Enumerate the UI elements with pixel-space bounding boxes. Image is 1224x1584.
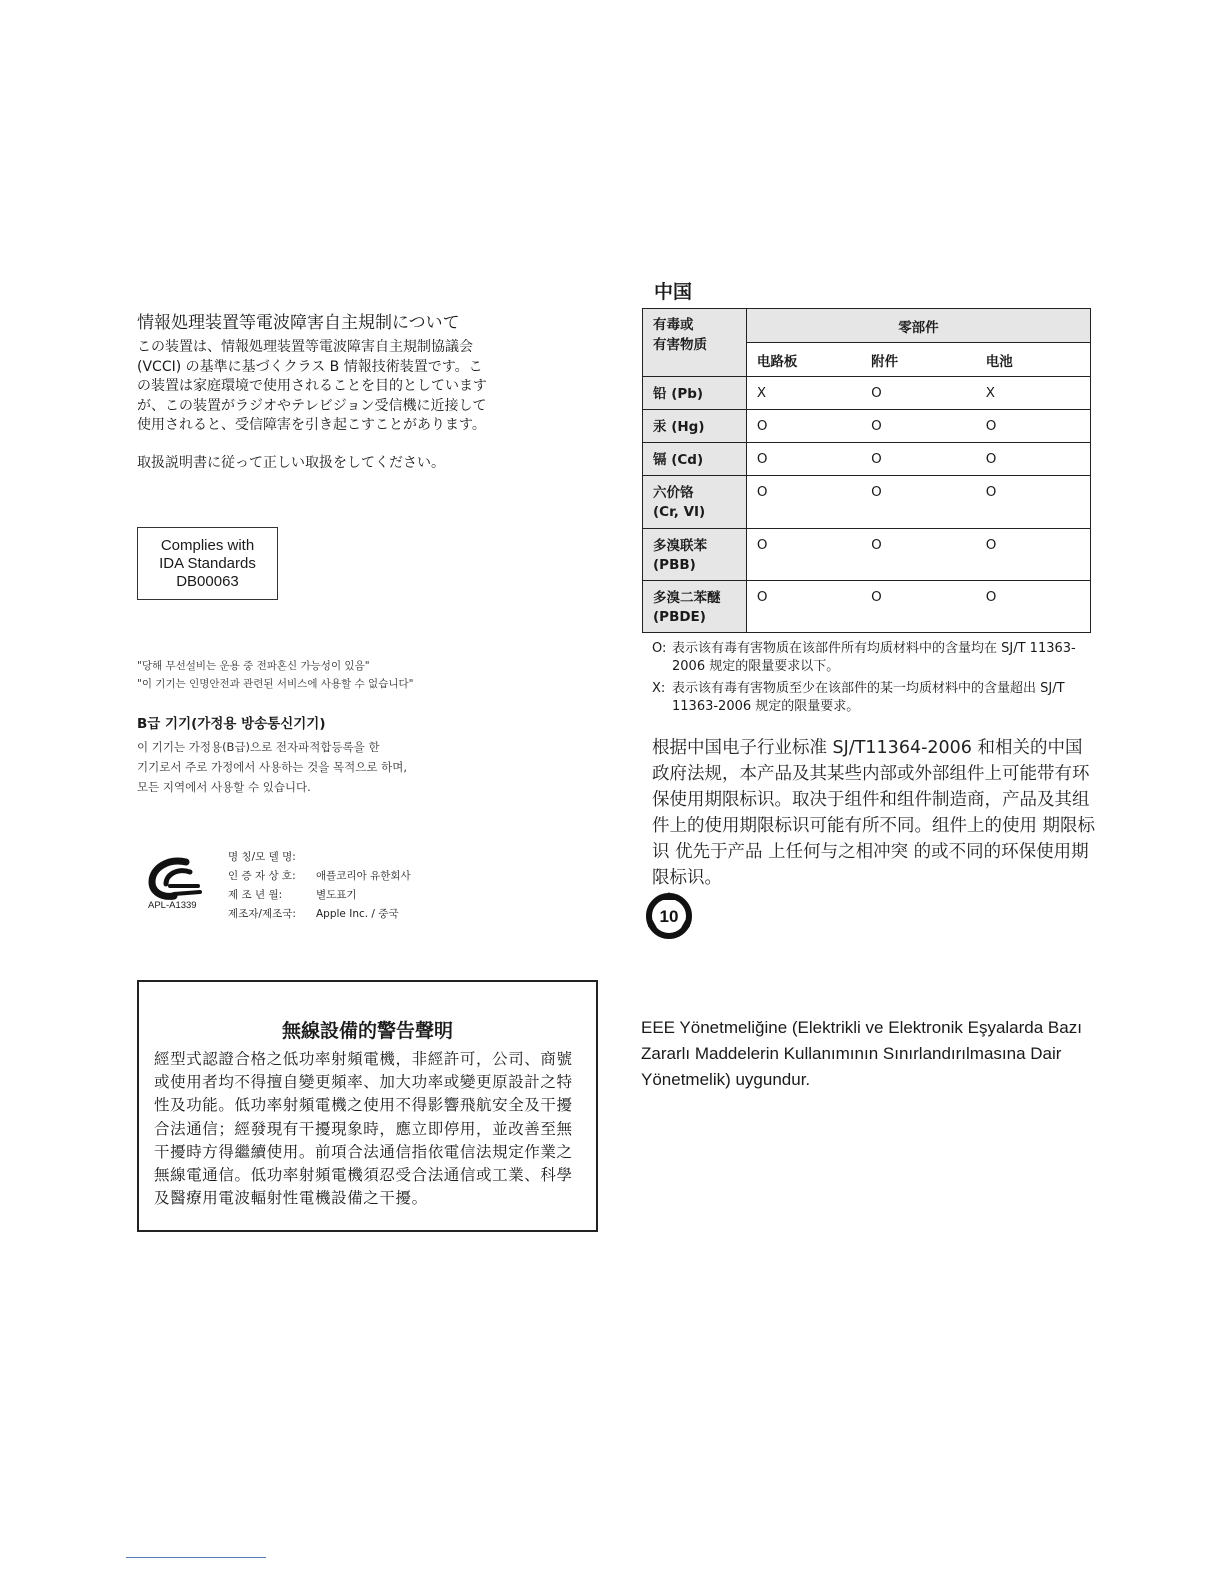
taiwan-warning-body: 經型式認證合格之低功率射頻電機，非經許可，公司、商號或使用者均不得擅自變更頻率、加大功率或變更原設計之特性及功能。低功率射頻電機之使用不得影響飛航安全及干擾合法通信；經發現有干擾現象時，應立即停用，並改善至無干擾時方得繼續使用。前項合法通信指依電信法規定作業之無線電通信。低功率射頻電機須忍受合法通信或工業、科學及醫療用電波輻射性電機設備之干擾。 — [154, 1050, 573, 1208]
taiwan-warning-box — [137, 980, 598, 1232]
kc-cert-code: APL-A1339 — [148, 900, 197, 911]
korea-quote-1: "당해 무선설비는 운용 중 전파혼신 가능성이 있음" — [137, 660, 370, 672]
note-x — [652, 680, 1092, 716]
rohs-table — [642, 308, 1091, 633]
cert-row-name — [228, 848, 411, 867]
battery-header: 电池 — [976, 343, 1091, 377]
parts-header: 零部件 — [746, 309, 1090, 343]
efup-recycle-icon — [642, 891, 696, 941]
table-row — [643, 377, 1091, 410]
china-efup-paragraph: 根据中国电子行业标准 SJ/T11364-2006 和相关的中国政府法规，本产品及其某些内部或外部组件上可能带有环保使用期限标识。取决于组件和组件制造商，产品及其组件上的使用期限标识可能有所不同。组件上的使用 期限标识 优先于产品 上任何与之相冲突 的或不同的环保使用期限标识。 — [652, 738, 1096, 888]
note-o — [652, 640, 1092, 676]
table-header-row — [643, 309, 1091, 343]
pcb-value: X — [746, 377, 861, 410]
ida-line-3: DB00063 — [176, 572, 239, 590]
note-x-text: 表示该有毒有害物质至少在该部件的某一均质材料中的含量超出 SJ/T 11363-2006 规定的限量要求。 — [672, 681, 1065, 714]
cert-value: 애플코리아 유한회사 — [316, 870, 411, 882]
substance-name-main: 六价铬 — [653, 485, 694, 501]
substance-name-sub: (PBB) — [653, 557, 696, 573]
accessory-value: O — [861, 410, 976, 443]
taiwan-warning-title: 無線設備的警告聲明 — [281, 1020, 453, 1042]
accessory-value: O — [861, 443, 976, 476]
table-row — [643, 581, 1091, 633]
vcci-note: 取扱説明書に従って正しい取扱をしてください。 — [137, 455, 445, 471]
substance-name: 铅 (Pb) — [643, 377, 747, 410]
cert-label: 제조자/제조국: — [228, 908, 296, 920]
korea-class-b-body — [137, 737, 407, 797]
turkey-rohs-statement: EEE Yönetmeliğine (Elektrikli ve Elektronik Eşyalarda Bazı Zararlı Maddelerin Kullanımının Sınırlandırılmasına Dair Yönetmelik) uygundur. — [641, 1018, 1082, 1089]
cert-value: Apple Inc. / 중국 — [316, 908, 399, 920]
accessory-header: 附件 — [861, 343, 976, 377]
substance-header-line-1: 有毒或 — [653, 317, 694, 333]
cert-label: 명 칭/모 델 명: — [228, 851, 296, 863]
substance-name — [643, 581, 747, 633]
ida-compliance-box — [137, 527, 278, 600]
note-o-key: O: — [652, 641, 667, 656]
pcb-value: O — [746, 443, 861, 476]
substance-name — [643, 476, 747, 529]
substance-name-sub: (PBDE) — [653, 609, 706, 625]
ida-line-1: Complies with — [160, 536, 255, 554]
efup-number: 10 — [659, 907, 679, 926]
cert-label: 제 조 년 월: — [228, 889, 283, 901]
note-x-key: X: — [652, 681, 666, 696]
pcb-header: 电路板 — [746, 343, 861, 377]
substance-name-main: 多溴联苯 — [653, 538, 707, 554]
note-o-text: 表示该有毒有害物质在该部件所有均质材料中的含量均在 SJ/T 11363-2006 规定的限量要求以下。 — [672, 641, 1076, 674]
cert-value: 별도표기 — [316, 889, 357, 901]
battery-value: O — [976, 476, 1091, 529]
battery-value: O — [976, 443, 1091, 476]
pcb-value: O — [746, 529, 861, 581]
table-row — [643, 529, 1091, 581]
table-row — [643, 410, 1091, 443]
accessory-value: O — [861, 529, 976, 581]
battery-value: O — [976, 410, 1091, 443]
substance-name: 汞 (Hg) — [643, 410, 747, 443]
pcb-value: O — [746, 410, 861, 443]
table-row — [643, 476, 1091, 529]
pcb-value: O — [746, 476, 861, 529]
accessory-value: O — [861, 581, 976, 633]
substance-header — [643, 309, 747, 377]
accessory-value: O — [861, 476, 976, 529]
battery-value: O — [976, 581, 1091, 633]
rohs-notes — [652, 640, 1092, 720]
korea-class-b-title: B급 기기(가정용 방송통신기기) — [137, 716, 326, 732]
cert-row-date — [228, 886, 411, 905]
korea-class-line-1: 이 기기는 가정용(B급)으로 전자파적합등록을 한 — [137, 740, 380, 754]
korea-cert-info — [228, 848, 411, 924]
battery-value: O — [976, 529, 1091, 581]
vcci-title: 情報処理装置等電波障害自主規制について — [137, 313, 460, 333]
substance-name-main: 多溴二苯醚 — [653, 590, 721, 606]
ida-line-2: IDA Standards — [159, 554, 256, 572]
substance-header-line-2: 有害物质 — [653, 337, 707, 353]
pcb-value: O — [746, 581, 861, 633]
table-row — [643, 443, 1091, 476]
substance-name — [643, 529, 747, 581]
china-heading: 中国 — [654, 281, 693, 303]
substance-name-sub: (Cr, VI) — [653, 504, 706, 520]
korea-class-line-2: 기기로서 주로 가정에서 사용하는 것을 목적으로 하며, — [137, 760, 407, 774]
cert-row-holder — [228, 867, 411, 886]
accessory-value: O — [861, 377, 976, 410]
kc-mark-icon — [146, 856, 202, 900]
korea-quote-2: "이 기기는 인명안전과 관련된 서비스에 사용할 수 없습니다" — [137, 678, 414, 690]
battery-value: X — [976, 377, 1091, 410]
cert-label: 인 증 자 상 호: — [228, 870, 296, 882]
korea-class-line-3: 모든 지역에서 사용할 수 있습니다. — [137, 780, 311, 794]
substance-name: 镉 (Cd) — [643, 443, 747, 476]
korea-radio-notice — [137, 657, 413, 693]
footer-divider — [126, 1557, 266, 1558]
vcci-body: この装置は、情報処理装置等電波障害自主規制協議会 (VCCI) の基準に基づくクラス B 情報技術装置です。この装置は家庭環境で使用されることを目的としていますが、この装置がラジオやテレビジョン受信機に近接して使用されると、受信障害を引き起こすことがあります。 — [137, 339, 487, 433]
cert-row-maker — [228, 905, 411, 924]
